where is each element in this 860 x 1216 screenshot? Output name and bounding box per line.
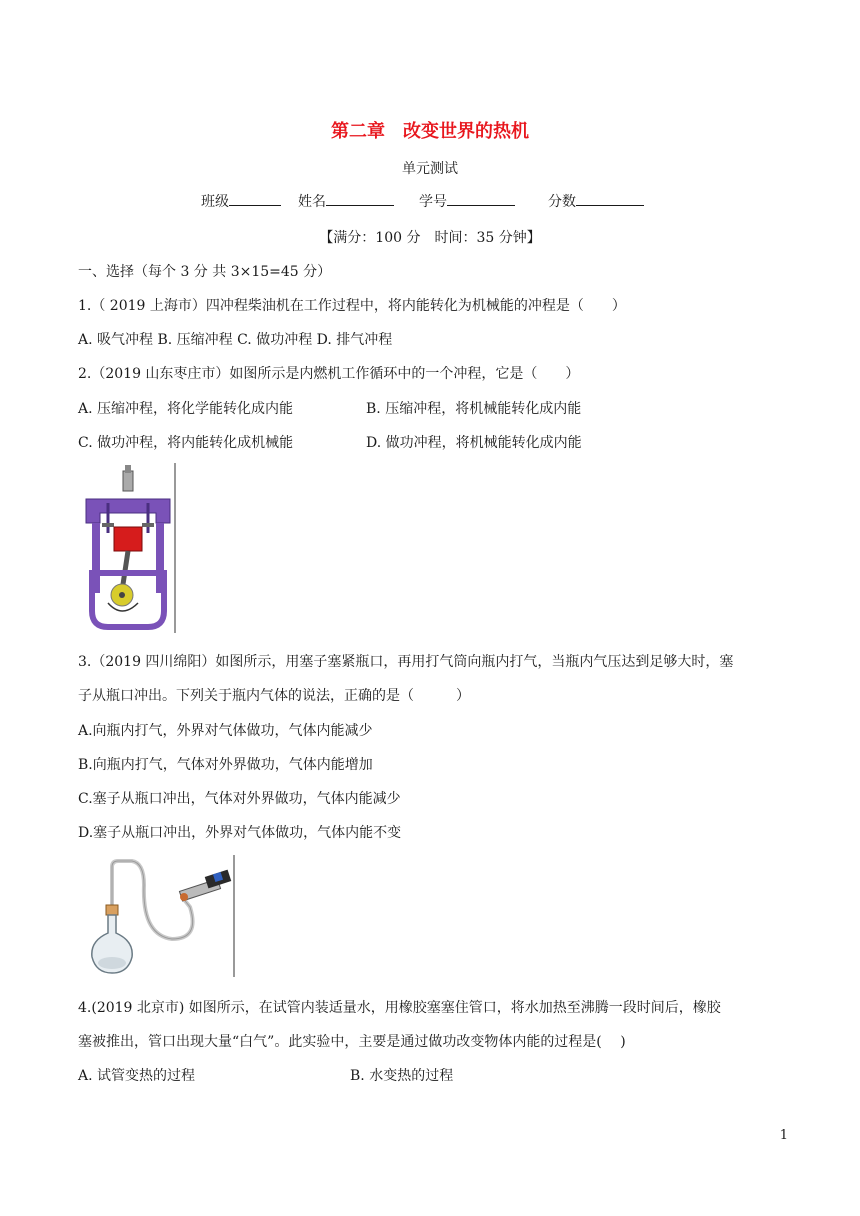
class-blank[interactable] (229, 191, 281, 206)
student-id-field (419, 191, 515, 211)
section-heading: 一、选择（每个 3 分 共 3×15=45 分） (78, 264, 332, 280)
flask-pump-icon (82, 855, 237, 977)
flask-pump-figure (82, 855, 237, 977)
student-id-blank[interactable] (447, 191, 515, 206)
q2-option-d: D. 做功冲程，将机械能转化成内能 (366, 435, 582, 451)
q1-options: A. 吸气冲程 B. 压缩冲程 C. 做功冲程 D. 排气冲程 (78, 332, 393, 348)
q3-option-d: D.塞子从瓶口冲出，外界对气体做功，气体内能不变 (78, 825, 402, 841)
q2-option-a: A. 压缩冲程，将化学能转化成内能 (78, 401, 294, 417)
class-label: 班级 (201, 194, 229, 210)
student-id-label: 学号 (419, 194, 447, 210)
q3-stem-line2: 子从瓶口冲出。下列关于瓶内气体的说法，正确的是（ ） (78, 688, 470, 704)
q3-stem-line1: 3.（2019 四川绵阳）如图所示，用塞子塞紧瓶口，再用打气筒向瓶内打气，当瓶内气压达到足够大时，塞 (78, 654, 734, 670)
q3-option-c: C.塞子从瓶口冲出，气体对外界做功，气体内能减少 (78, 791, 401, 807)
engine-stroke-figure (78, 463, 178, 633)
q2-stem: 2.（2019 山东枣庄市）如图所示是内燃机工作循环中的一个冲程，它是（ ） (78, 366, 580, 382)
page-subtitle: 单元测试 (402, 161, 458, 177)
page-number: 1 (779, 1128, 788, 1143)
engine-diagram-icon (78, 463, 178, 633)
name-field (298, 191, 394, 211)
q1-stem: 1.（ 2019 上海市）四冲程柴油机在工作过程中，将内能转化为机械能的冲程是（ ） (78, 298, 626, 314)
score-label: 分数 (548, 194, 576, 210)
q4-option-b: B. 水变热的过程 (350, 1068, 454, 1084)
name-label: 姓名 (298, 194, 326, 210)
score-field (548, 191, 644, 211)
score-blank[interactable] (576, 191, 644, 206)
name-blank[interactable] (326, 191, 394, 206)
q4-stem-line2: 塞被推出，管口出现大量“白气”。此实验中，主要是通过做功改变物体内能的过程是( ) (78, 1034, 626, 1050)
page-title: 第二章 改变世界的热机 (331, 121, 529, 142)
class-field (201, 191, 281, 211)
q2-option-b: B. 压缩冲程，将机械能转化成内能 (366, 401, 582, 417)
q3-option-a: A.向瓶内打气，外界对气体做功，气体内能减少 (78, 723, 373, 739)
q4-stem-line1: 4.(2019 北京市) 如图所示，在试管内装适量水，用橡胶塞塞住管口，将水加热至沸腾一段时间后，橡胶 (78, 1000, 721, 1016)
exam-info: 【满分：100 分 时间：35 分钟】 (319, 230, 541, 246)
q2-option-c: C. 做功冲程，将内能转化成机械能 (78, 435, 294, 451)
q4-option-a: A. 试管变热的过程 (78, 1068, 196, 1084)
q3-option-b: B.向瓶内打气，气体对外界做功，气体内能增加 (78, 757, 373, 773)
